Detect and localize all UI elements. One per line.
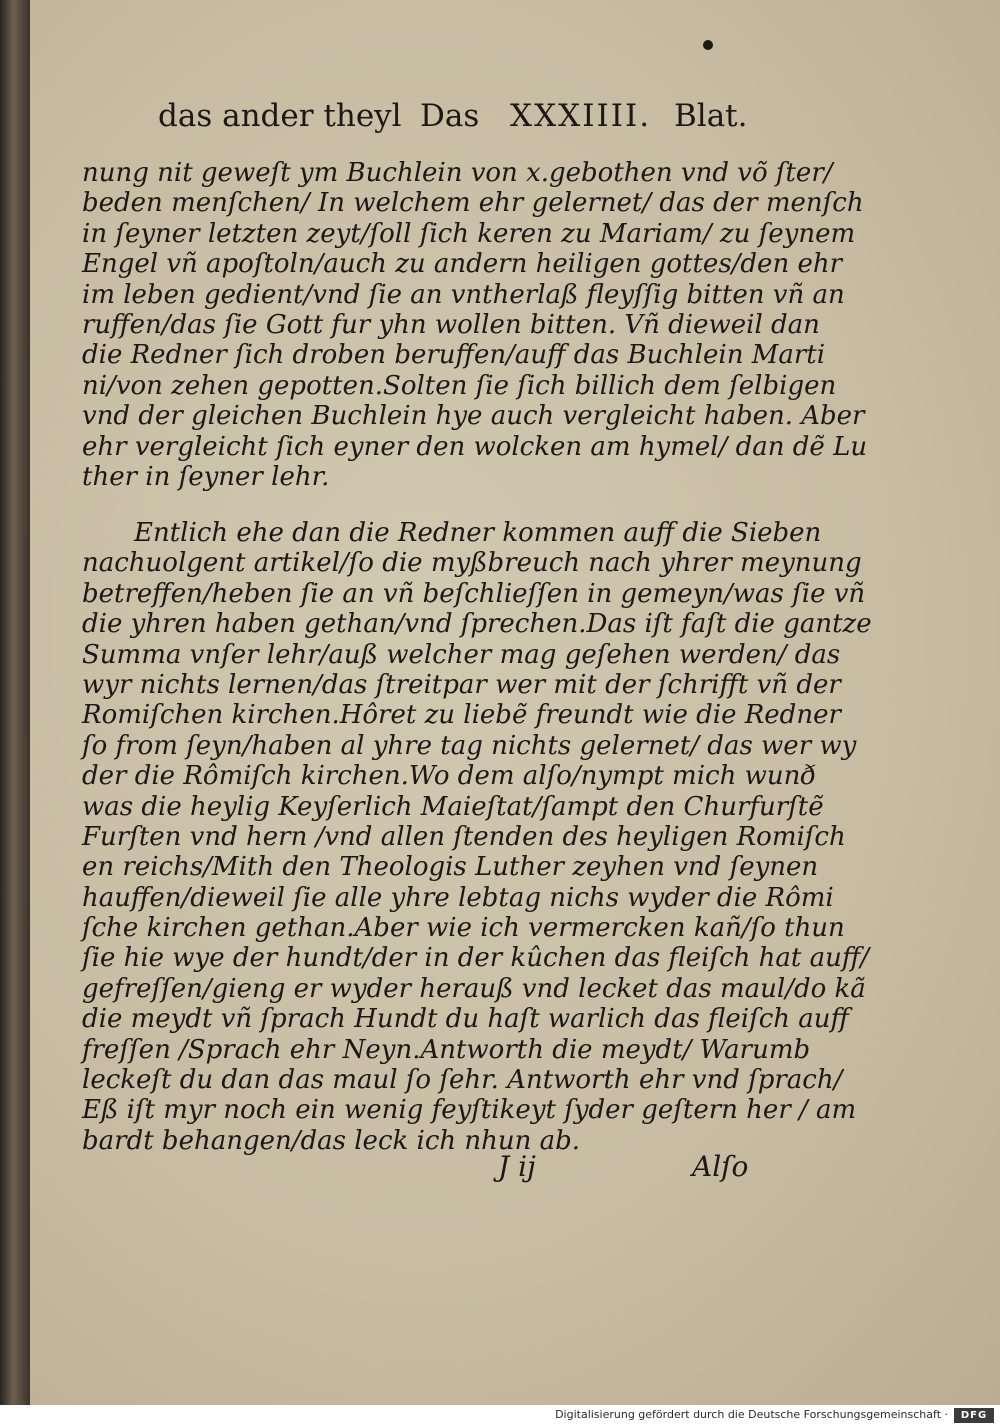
text-line: in ſeyner letzten zeyt/ſoll ſich keren zu Mariam/ zu ſeynem — [82, 218, 856, 249]
text-line: Furſten vnd hern /vnd allen ſtenden des heyligen Romiſch — [82, 821, 846, 852]
page-header — [158, 88, 778, 144]
paragraph-1 — [82, 158, 868, 492]
text-line: wyr nichts lernen/das ſtreitpar wer mit der ſchrifft vñ der — [82, 669, 841, 700]
folio-number: XXXIIII. — [510, 98, 652, 134]
paragraph-2 — [82, 518, 872, 1156]
dfg-logo: DFG — [954, 1408, 994, 1423]
text-line: nung nit geweſt ym Buchlein von x.gebothen vnd võ ſter/ — [82, 158, 833, 188]
text-line: beden menſchen/ In welchem ehr gelernet/ das der menſch — [82, 188, 864, 219]
text-line: ehr vergleicht ſich eyner den wolcken am hymel/ dan dẽ Lu — [82, 431, 868, 462]
text-line: leckeſt du dan das maul ſo ſehr. Antworth ehr vnd ſprach/ — [82, 1065, 843, 1096]
text-line: im leben gedient/vnd ſie an vntherlaß fleyſſig bitten vñ an — [82, 279, 845, 310]
folio-word: Blat. — [674, 98, 748, 134]
text-line: gefreſſen/gieng er wyder herauß vnd lecket das maul/do kã — [82, 973, 866, 1004]
text-line: vnd der gleichen Buchlein hye auch vergleicht haben. Aber — [82, 401, 865, 432]
signature-mark: J ij — [498, 1150, 536, 1183]
text-line: Romiſchen kirchen.Hôret zu liebẽ freundt wie die Redner — [82, 700, 841, 731]
footer-credit: Digitalisierung gefördert durch die Deutsche Forschungsgemeinschaft · — [555, 1408, 948, 1421]
text-line: die yhren haben gethan/vnd ſprechen.Das iſt faſt die gantze — [82, 609, 872, 640]
text-line: Eß iſt myr noch ein wenig feyſtikeyt ſyder geſtern her / am — [82, 1095, 857, 1126]
text-line: freſſen /Sprach ehr Neyn.Antworth die meydt/ Warumb — [82, 1034, 811, 1065]
text-line: Entlich ehe dan die Redner kommen auff die Sieben — [134, 518, 822, 548]
text-line: Engel vñ apoſtoln/auch zu andern heiligen gottes/den ehr — [82, 249, 843, 280]
text-line: die meydt vñ ſprach Hundt du haſt warlich das fleiſch auff — [82, 1004, 849, 1035]
text-line: betreffen/heben ſie an vñ beſchlieſſen in gemeyn/was ſie vñ — [82, 578, 866, 609]
text-line: nachuolgent artikel/ſo die myßbreuch nach yhrer meynung — [82, 548, 862, 579]
text-line: ſche kirchen gethan.Aber wie ich vermercken kañ/ſo thun — [82, 913, 845, 944]
text-line: was die heylig Keyſerlich Maieſtat/ſampt den Churfurſtẽ — [82, 791, 824, 822]
text-line: hauffen/dieweil ſie alle yhre lebtag nichs wyder die Rômi — [82, 882, 834, 913]
header-section-word: Das — [420, 98, 480, 134]
text-line: en reichs/Mith den Theologis Luther zeyhen vnd ſeynen — [82, 852, 819, 883]
text-line: der die Rômiſch kirchen.Wo dem alſo/nympt mich wunð — [82, 761, 816, 792]
text-line: bardt behangen/das leck ich nhun ab. — [82, 1125, 581, 1156]
text-line: ſie hie wye der hundt/der in der kûchen das fleiſch hat auff/ — [82, 943, 870, 974]
text-line: ſo from ſeyn/haben al yhre tag nichts gelernet/ das wer wy — [82, 730, 857, 761]
text-line: die Redner ſich droben beruffen/auff das Buchlein Marti — [82, 340, 826, 371]
running-head: das ander theyl — [158, 98, 402, 134]
book-binding-edge — [0, 0, 30, 1405]
catchword: Alſo — [692, 1150, 749, 1183]
text-line: ni/von zehen gepotten.Solten ſie ſich billich dem ſelbigen — [82, 370, 837, 401]
text-line: Summa vnſer lehr/auß welcher mag geſehen werden/ das — [82, 639, 841, 670]
book-page — [30, 0, 1000, 1405]
text-line: ther in ſeyner lehr. — [82, 461, 330, 492]
ink-dot — [703, 40, 713, 50]
text-line: ruffen/das ſie Gott fur yhn wollen bitten. Vñ dieweil dan — [82, 309, 820, 340]
digitization-footer — [0, 1405, 1000, 1427]
